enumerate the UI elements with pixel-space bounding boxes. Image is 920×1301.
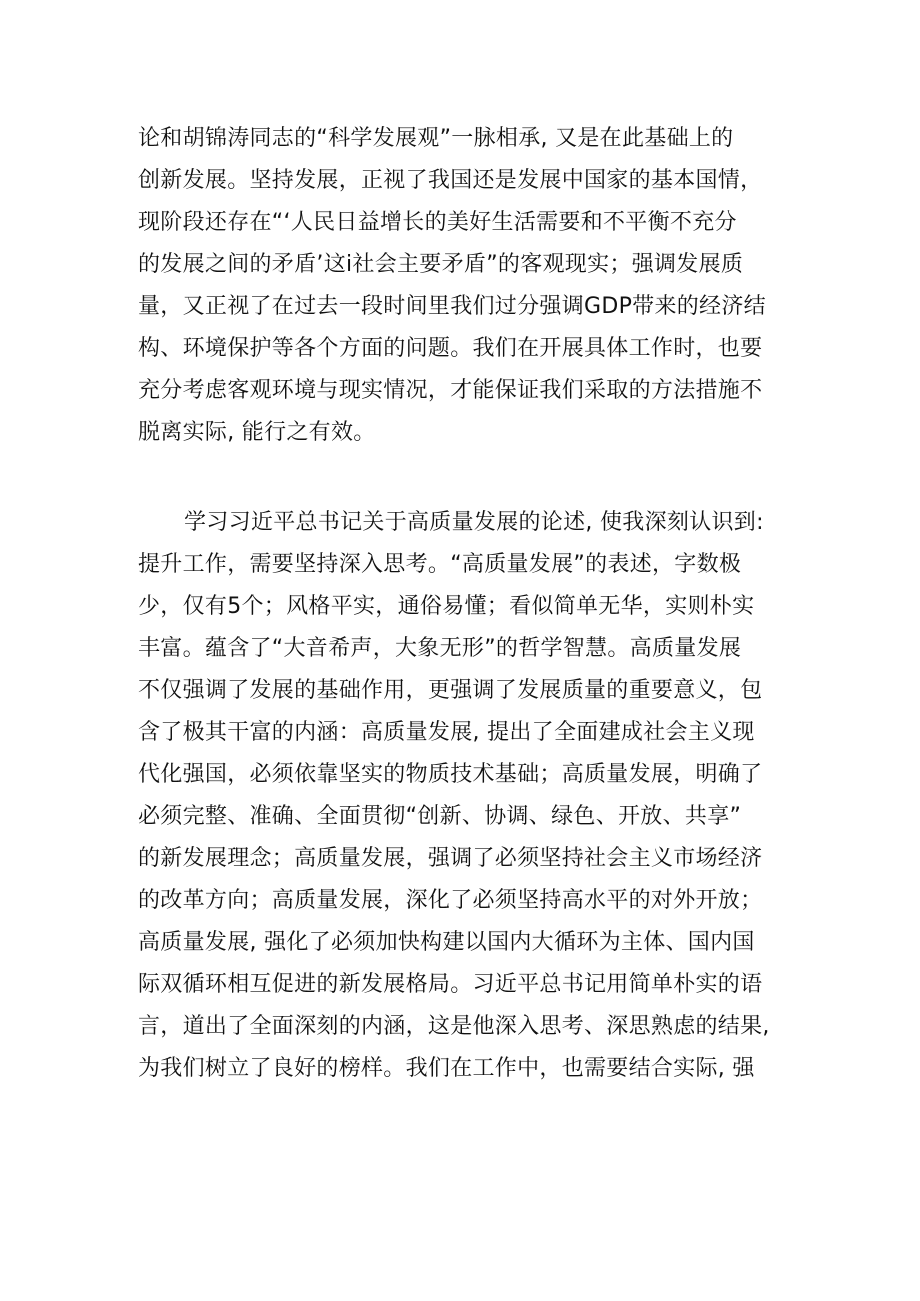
paragraph-line: 论和胡锦涛同志的“科学发展观”一脉相承, 又是在此基础上的 bbox=[138, 126, 734, 151]
paragraph-line: 言，道出了全面深刻的内涵，这是他深入思考、深思熟虑的结果, bbox=[138, 1014, 770, 1039]
paragraph-line: 代化强国，必须依靠坚实的物质技术基础；高质量发展，明确了 bbox=[138, 762, 763, 787]
paragraph-line: 提升工作，需要坚持深入思考。“高质量发展”的表述，字数极 bbox=[138, 552, 742, 577]
paragraph-line: 含了极其干富的内涵：高质量发展, 提出了全面建成社会主义现 bbox=[138, 720, 755, 745]
paragraph-line: 的改革方向；高质量发展，深化了必须坚持高水平的对外开放； bbox=[138, 888, 763, 913]
paragraph-line: 现阶段还存在“‘人民日益增长的美好生活需要和不平衡不充分 bbox=[138, 210, 737, 235]
paragraph-line: 的发展之间的矛盾’这i社会主要矛盾”的客观现实；强调发展质 bbox=[138, 252, 744, 277]
paragraph-line: 际双循环相互促进的新发展格局。习近平总书记用简单朴实的语 bbox=[138, 972, 763, 997]
paragraph-line: 为我们树立了良好的榜样。我们在工作中，也需要结合实际, 强 bbox=[138, 1056, 755, 1081]
paragraph-line: 丰富。蕴含了“大音希声，大象无形”的哲学智慧。高质量发展 bbox=[138, 636, 742, 661]
paragraph-line: 的新发展理念；高质量发展，强调了必须坚持社会主义市场经济 bbox=[138, 846, 763, 871]
paragraph-line: 量，又正视了在过去一段时间里我们过分强调GDP带来的经济结 bbox=[138, 294, 766, 319]
paragraph-line: 创新发展。坚持发展，正视了我国还是发展中国家的基本国情， bbox=[138, 168, 763, 193]
paragraph-line: 学习习近平总书记关于高质量发展的论述, 使我深刻认识到: bbox=[184, 510, 764, 535]
paragraph-line: 不仅强调了发展的基础作用，更强调了发展质量的重要意义，包 bbox=[138, 678, 763, 703]
paragraph-line: 必须完整、准确、全面贯彻“创新、协调、绿色、开放、共享” bbox=[138, 804, 742, 829]
paragraph-line: 少，仅有5个；风格平实，通俗易懂；看似简单无华，实则朴实 bbox=[138, 594, 755, 619]
paragraph-line: 脱离实际, 能行之有效。 bbox=[138, 420, 376, 445]
paragraph-line: 充分考虑客观环境与现实情况，才能保证我们采取的方法措施不 bbox=[138, 378, 763, 403]
paragraph-line: 构、环境保护等各个方面的问题。我们在开展具体工作时，也要 bbox=[138, 336, 763, 361]
paragraph-line: 高质量发展, 强化了必须加快构建以国内大循环为主体、国内国 bbox=[138, 930, 755, 955]
